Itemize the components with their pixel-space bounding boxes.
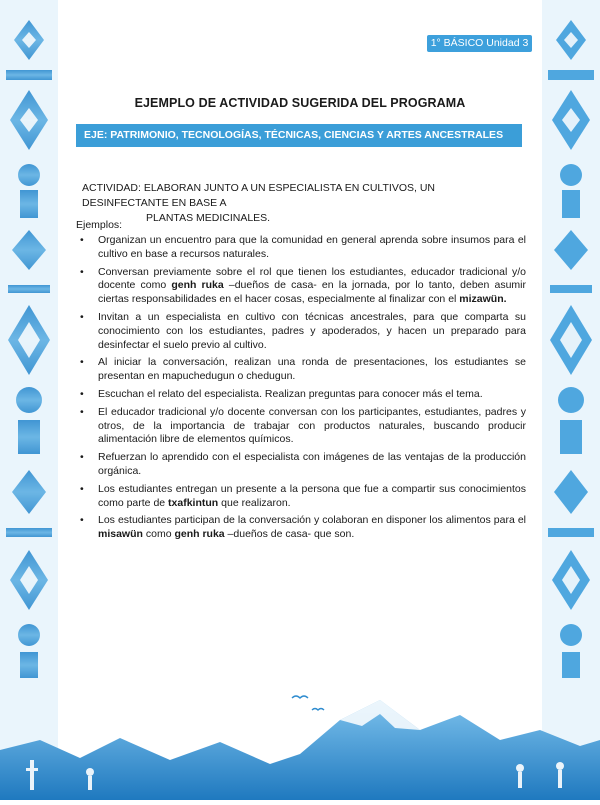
list-item-text: Refuerzan lo aprendido con el especialista con imágenes de las ventajas de la producción orgánica. xyxy=(98,451,526,477)
list-item xyxy=(76,514,526,542)
bullet-icon: • xyxy=(80,234,84,246)
mountain-landscape-icon xyxy=(0,680,600,800)
list-item-text: –dueños de casa- en la jornada, por lo tanto, deben asumir ciertas responsabilidades en el hacer cosas, especialmente al finalizar con el xyxy=(98,279,526,306)
list-item-text: Organizan un encuentro para que la comunidad en general aprenda sobre insumos para el cultivo en base a recursos naturales. xyxy=(98,234,526,260)
list-item-text: Escuchan el relato del especialista. Realizan preguntas para conocer más el tema. xyxy=(98,387,483,400)
list-item-text: –dueños de casa- que son. xyxy=(224,528,355,541)
list-item-text: Invitan a un especialista en cultivo con técnicas ancestrales, para que comparta su conocimiento con los estudiantes, padres y apoderados, y hacen un preparado para desinfectar el suelo previo al cultivo. xyxy=(98,310,526,351)
bottom-landscape xyxy=(0,680,600,800)
list-item xyxy=(76,451,526,479)
examples-label: Ejemplos: xyxy=(76,219,123,231)
list-item xyxy=(76,406,526,447)
examples-list xyxy=(76,234,526,546)
list-item-text: Los estudiantes participan de la conversación y colaboran en disponer los alimentos para el xyxy=(98,514,526,527)
bullet-icon: • xyxy=(80,405,84,418)
bullet-icon: • xyxy=(80,265,84,278)
list-item xyxy=(76,311,526,352)
activity-line-2: PLANTAS MEDICINALES. xyxy=(146,212,271,224)
eje-banner: EJE: PATRIMONIO, TECNOLOGÍAS, TÉCNICAS, CIENCIAS Y ARTES ANCESTRALES xyxy=(76,124,522,147)
bullet-icon: • xyxy=(80,514,84,527)
term-genh-ruka: genh ruka xyxy=(174,528,225,541)
list-item-text: como xyxy=(142,528,175,541)
bullet-icon: • xyxy=(80,387,84,400)
list-item xyxy=(76,388,526,402)
term-misawun: misawün xyxy=(98,528,143,541)
bullet-icon: • xyxy=(80,451,84,464)
bullet-icon: • xyxy=(80,482,84,495)
list-item-text: que realizaron. xyxy=(218,496,291,509)
list-item-text: Al iniciar la conversación, realizan una ronda de presentaciones, los estudiantes se presentan en mapuchedugun o chedugun. xyxy=(98,356,526,383)
term-genh-ruka: genh ruka xyxy=(171,279,224,292)
level-tag: 1° BÁSICO Unidad 3 xyxy=(427,35,532,52)
list-item xyxy=(76,266,526,307)
list-item-text: El educador tradicional y/o docente conversan con los participantes, estudiantes, padres y otros, de la importancia de trabajar con productos naturales, buscando producir alimentación libre de elementos químicos. xyxy=(98,405,526,446)
bullet-icon: • xyxy=(80,310,84,323)
term-mizawun: mizawün. xyxy=(459,293,507,306)
list-item xyxy=(76,483,526,511)
term-txafkintun: txafkintun xyxy=(168,496,219,509)
list-item xyxy=(76,356,526,384)
bullet-icon: • xyxy=(80,356,84,369)
activity-heading xyxy=(82,181,522,226)
list-item-text: Los estudiantes entregan un presente a la persona que fue a compartir sus conocimientos como parte de xyxy=(98,482,526,509)
list-item-text: Conversan previamente sobre el rol que tienen los estudiantes, educador tradicional y/o docente como xyxy=(98,265,526,292)
page-title: EJEMPLO DE ACTIVIDAD SUGERIDA DEL PROGRAMA xyxy=(134,96,466,110)
activity-line-1: ACTIVIDAD: ELABORAN JUNTO A UN ESPECIALISTA EN CULTIVOS, UN DESINFECTANTE EN BASE A xyxy=(82,182,436,209)
list-item xyxy=(76,234,526,262)
